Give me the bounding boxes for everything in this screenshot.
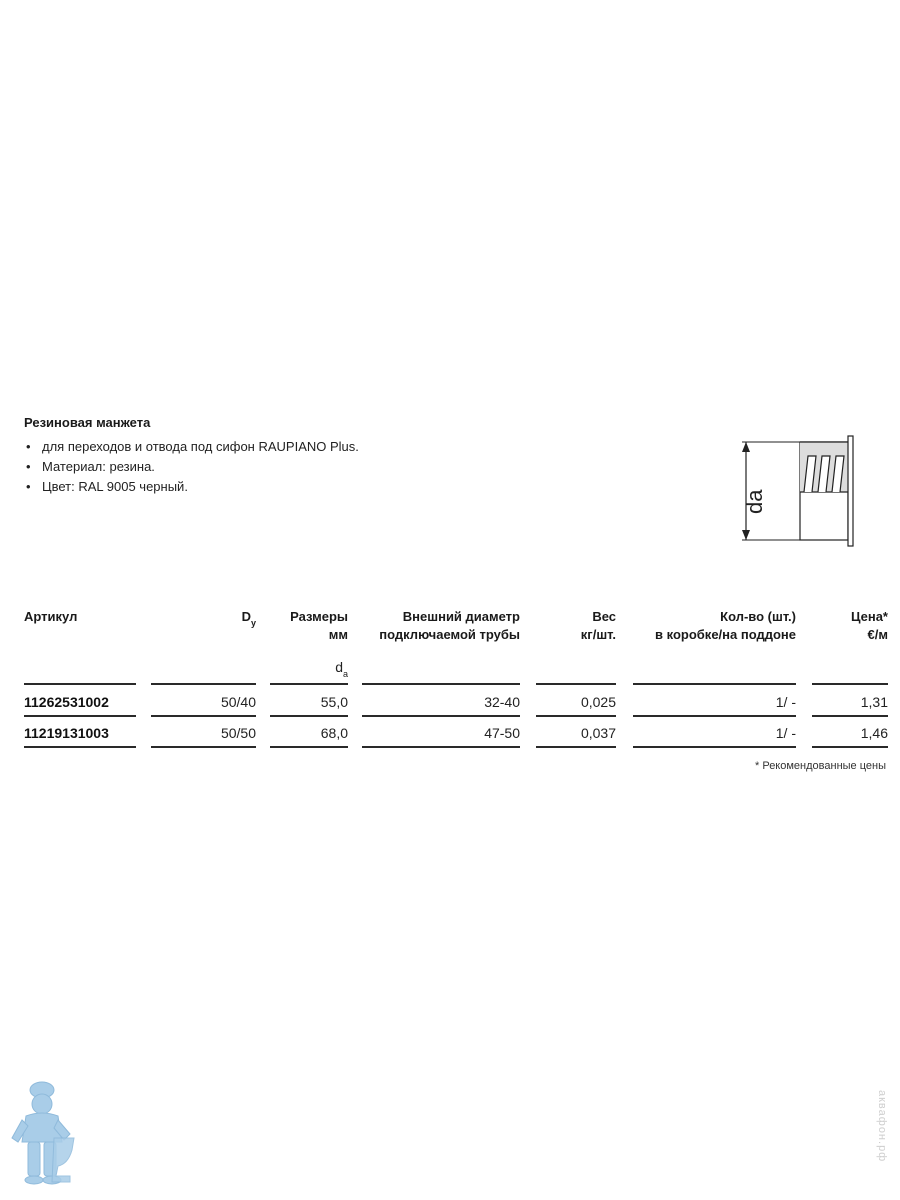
bullet-dot: • — [26, 439, 31, 454]
row1-qty: 1/ - — [775, 694, 796, 710]
header-qty-line1: Кол-во (шт.) — [720, 609, 796, 624]
header-dimensions-line1: Размеры — [290, 609, 348, 624]
row2-article: 11219131003 — [24, 725, 109, 741]
row-rule — [633, 715, 796, 717]
price-footnote: * Рекомендованные цены — [755, 760, 886, 772]
header-dimensions — [268, 608, 348, 644]
row-rule — [24, 746, 136, 748]
feature-item — [24, 477, 359, 497]
row2-price: 1,46 — [860, 725, 888, 741]
row1-dy: 50/40 — [220, 694, 256, 710]
header-outer-line2: подключаемой трубы — [379, 627, 520, 642]
header-da-main: d — [335, 659, 343, 675]
header-dimensions-line2: мм — [328, 627, 348, 642]
row-rule — [24, 715, 136, 717]
diagram-label-da — [742, 489, 767, 514]
header-price-line2: €/м — [867, 627, 888, 642]
row-rule — [812, 715, 888, 717]
feature-text: Цвет: RAL 9005 черный. — [42, 479, 188, 494]
plumber-mascot-logo — [8, 1080, 78, 1192]
row-rule — [270, 715, 348, 717]
header-price — [810, 608, 888, 644]
header-article: Артикул — [24, 609, 78, 624]
header-qty-line2: в коробке/на поддоне — [655, 627, 796, 642]
row-rule — [633, 746, 796, 748]
diagram-dimension-label: da — [742, 489, 767, 514]
header-outer-line1: Внешний диаметр — [402, 609, 520, 624]
header-weight — [540, 608, 616, 644]
header-weight-line2: кг/шт. — [580, 627, 616, 642]
row-rule — [362, 715, 520, 717]
row-rule — [536, 715, 616, 717]
header-outer-diameter — [360, 608, 520, 644]
row-rule — [362, 746, 520, 748]
header-dy-main: D — [241, 609, 251, 624]
row2-outer: 47-50 — [484, 725, 520, 741]
feature-item — [24, 437, 359, 457]
header-price-line1: Цена* — [850, 609, 888, 624]
header-da-sub: a — [342, 669, 348, 679]
feature-item — [24, 457, 359, 477]
row-rule — [536, 746, 616, 748]
header-rule — [536, 683, 616, 685]
row-rule — [151, 715, 256, 717]
site-watermark: аквафон.рф — [876, 1090, 888, 1163]
header-dy — [200, 608, 256, 627]
header-rule — [362, 683, 520, 685]
row2-qty: 1/ - — [775, 725, 796, 741]
header-rule — [270, 683, 348, 685]
row1-da: 55,0 — [320, 694, 348, 710]
row1-weight: 0,025 — [580, 694, 616, 710]
header-rule — [633, 683, 796, 685]
feature-text: Материал: резина. — [42, 459, 155, 474]
row-rule — [812, 746, 888, 748]
header-dy-sub: у — [250, 618, 256, 628]
header-quantity — [630, 608, 796, 644]
feature-text: для переходов и отвода под сифон RAUPIANO Plus. — [42, 439, 359, 454]
row1-article: 11262531002 — [24, 694, 109, 710]
product-title: Резиновая манжета — [24, 415, 151, 430]
row-rule — [270, 746, 348, 748]
header-rule — [151, 683, 256, 685]
bullet-dot: • — [26, 479, 31, 494]
cuff-drawing — [728, 430, 858, 552]
row2-dy: 50/50 — [220, 725, 256, 741]
header-rule — [812, 683, 888, 685]
header-rule — [24, 683, 136, 685]
row1-outer: 32-40 — [484, 694, 520, 710]
header-weight-line1: Вес — [592, 609, 616, 624]
row-rule — [151, 746, 256, 748]
row1-price: 1,31 — [860, 694, 888, 710]
header-da-subscript — [300, 658, 348, 678]
row2-weight: 0,037 — [580, 725, 616, 741]
product-features — [24, 437, 359, 497]
row2-da: 68,0 — [320, 725, 348, 741]
bullet-dot: • — [26, 459, 31, 474]
